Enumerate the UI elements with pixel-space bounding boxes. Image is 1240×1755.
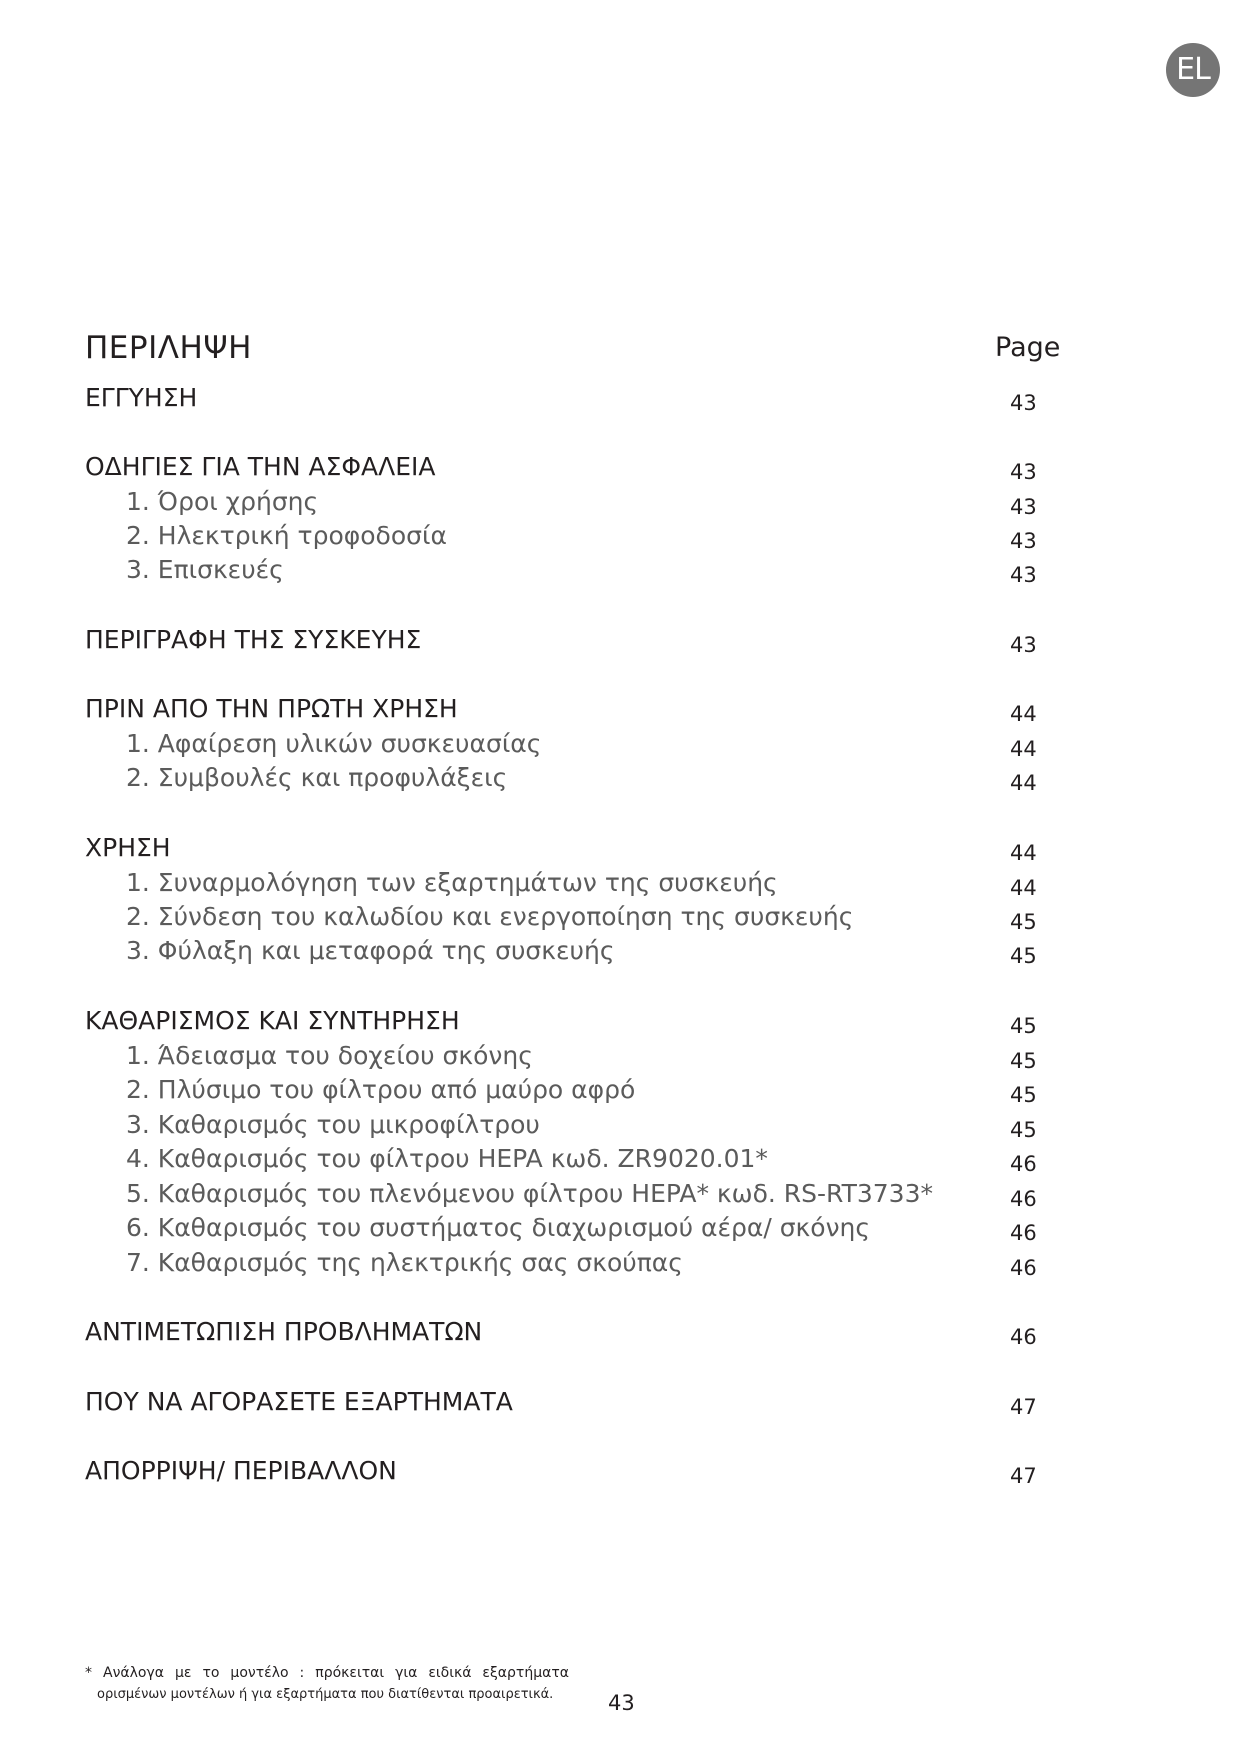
toc-entry-label: ΠΟΥ ΝΑ ΑΓΟΡΑΣΕΤΕ ΕΞΑΡΤΗΜΑΤΑ [85, 1387, 513, 1416]
toc-subentry-empty-dust-container[interactable] [0, 1038, 1240, 1073]
toc-subentry-repairs[interactable] [0, 552, 1240, 587]
toc-entry-page: 45 [1010, 944, 1037, 968]
toc-subentry-clean-microfilter[interactable] [0, 1107, 1240, 1142]
toc-entry-cleaning-maintenance[interactable] [0, 1003, 1240, 1038]
toc-title: ΠΕΡΙΛΗΨΗ [85, 330, 252, 366]
toc-subentry-clean-washable-hepa[interactable] [0, 1176, 1240, 1211]
toc-entry-page: 45 [1010, 910, 1037, 934]
footnote-line-2: ορισμένων μοντέλων ή για εξαρτήματα που διατίθενται προαιρετικά. [97, 1687, 554, 1702]
toc-subentry-clean-vacuum[interactable] [0, 1245, 1240, 1280]
toc-entry-warranty[interactable] [0, 380, 1240, 415]
toc-entry-page: 43 [1010, 391, 1037, 415]
toc-subentry-cord-connection[interactable] [0, 899, 1240, 934]
toc-entry-page: 47 [1010, 1395, 1037, 1419]
toc-entry-label: 7. Καθαρισμός της ηλεκτρικής σας σκούπας [126, 1248, 683, 1277]
toc-entry-label: 2. Σύνδεση του καλωδίου και ενεργοποίηση της συσκευής [126, 902, 854, 931]
toc-entry-page: 43 [1010, 563, 1037, 587]
toc-subentry-clean-hepa-filter[interactable] [0, 1141, 1240, 1176]
toc-entry-page: 45 [1010, 1118, 1037, 1142]
toc-entry-label: ΠΡΙΝ ΑΠΟ ΤΗΝ ΠΡΩΤΗ ΧΡΗΣΗ [85, 694, 458, 723]
toc-entry-page: 43 [1010, 460, 1037, 484]
toc-entry-label: ΚΑΘΑΡΙΣΜΟΣ ΚΑΙ ΣΥΝΤΗΡΗΣΗ [85, 1006, 460, 1035]
toc-subentry-advice-precautions[interactable] [0, 760, 1240, 795]
toc-entry-label: 2. Συμβουλές και προφυλάξεις [126, 763, 508, 792]
toc-subentry-packaging-removal[interactable] [0, 726, 1240, 761]
toc-subentry-wash-foam-filter[interactable] [0, 1072, 1240, 1107]
toc-entry-label: 3. Φύλαξη και μεταφορά της συσκευής [126, 936, 615, 965]
toc-entry-label: ΠΕΡΙΓΡΑΦΗ ΤΗΣ ΣΥΣΚΕΥΗΣ [85, 625, 422, 654]
toc-entry-page: 46 [1010, 1152, 1037, 1176]
toc-entry-label: ΟΔΗΓΙΕΣ ΓΙΑ ΤΗΝ ΑΣΦΑΛΕΙΑ [85, 452, 436, 481]
toc-entry-troubleshooting[interactable] [0, 1314, 1240, 1349]
toc-entry-page: 43 [1010, 495, 1037, 519]
toc-entry-page: 46 [1010, 1187, 1037, 1211]
toc-entry-disposal-environment[interactable] [0, 1453, 1240, 1488]
toc-entry-label: 1. Αφαίρεση υλικών συσκευασίας [126, 729, 542, 758]
toc-subentry-clean-separation-system[interactable] [0, 1210, 1240, 1245]
toc-entry-use[interactable] [0, 830, 1240, 865]
toc-subentry-storage-transport[interactable] [0, 933, 1240, 968]
toc-entry-label: 3. Καθαρισμός του μικροφίλτρου [126, 1110, 540, 1139]
toc-entry-page: 45 [1010, 1014, 1037, 1038]
toc-entry-page: 45 [1010, 1049, 1037, 1073]
toc-entry-label: 3. Επισκευές [126, 555, 284, 584]
toc-entry-label: 6. Καθαρισμός του συστήματος διαχωρισμού αέρα/ σκόνης [126, 1213, 871, 1242]
toc-entry-page: 46 [1010, 1325, 1037, 1349]
page-number: 43 [608, 1691, 635, 1715]
toc-entry-page: 44 [1010, 771, 1037, 795]
toc-entry-page: 44 [1010, 702, 1037, 726]
footnote [85, 1663, 569, 1705]
toc-entry-before-first-use[interactable] [0, 691, 1240, 726]
toc-subentry-assembly[interactable] [0, 865, 1240, 900]
toc-entry-page: 43 [1010, 633, 1037, 657]
toc-entry-label: 1. Όροι χρήσης [126, 487, 319, 516]
toc-entry-page: 43 [1010, 529, 1037, 553]
language-badge: EL [1166, 43, 1220, 97]
toc-entry-label: ΑΝΤΙΜΕΤΩΠΙΣΗ ΠΡΟΒΛΗΜΑΤΩΝ [85, 1317, 483, 1346]
toc-entry-label: ΧΡΗΣΗ [85, 833, 171, 862]
toc-entry-page: 44 [1010, 876, 1037, 900]
page-column-header: Page [995, 332, 1061, 363]
toc-entry-label: 5. Καθαρισμός του πλενόμενου φίλτρου HEPA* κωδ. RS-RT3733* [126, 1179, 933, 1208]
toc-entry-where-to-buy-accessories[interactable] [0, 1384, 1240, 1419]
toc-subentry-terms-of-use[interactable] [0, 484, 1240, 519]
toc-subentry-power-supply[interactable] [0, 518, 1240, 553]
toc-entry-label: 1. Άδειασμα του δοχείου σκόνης [126, 1041, 533, 1070]
toc-entry-label: ΑΠΟΡΡΙΨΗ/ ΠΕΡΙΒΑΛΛΟΝ [85, 1456, 397, 1485]
toc-entry-page: 46 [1010, 1221, 1037, 1245]
toc-entry-page: 44 [1010, 737, 1037, 761]
toc-entry-label: ΕΓΓΥΗΣΗ [85, 383, 198, 412]
toc-entry-label: 2. Ηλεκτρική τροφοδοσία [126, 521, 447, 550]
toc-entry-label: 1. Συναρμολόγηση των εξαρτημάτων της συσκευής [126, 868, 778, 897]
toc-entry-label: 2. Πλύσιμο του φίλτρου από μαύρο αφρό [126, 1075, 636, 1104]
toc-entry-page: 44 [1010, 841, 1037, 865]
footnote-line-1: * Ανάλογα με το μοντέλο : πρόκειται για ειδικά εξαρτήματα [85, 1665, 569, 1681]
toc-entry-label: 4. Καθαρισμός του φίλτρου HEPA κωδ. ZR9020.01* [126, 1144, 768, 1173]
toc-entry-page: 46 [1010, 1256, 1037, 1280]
toc-entry-page: 47 [1010, 1464, 1037, 1488]
toc-entry-page: 45 [1010, 1083, 1037, 1107]
toc-entry-safety[interactable] [0, 449, 1240, 484]
toc-entry-description[interactable] [0, 622, 1240, 657]
